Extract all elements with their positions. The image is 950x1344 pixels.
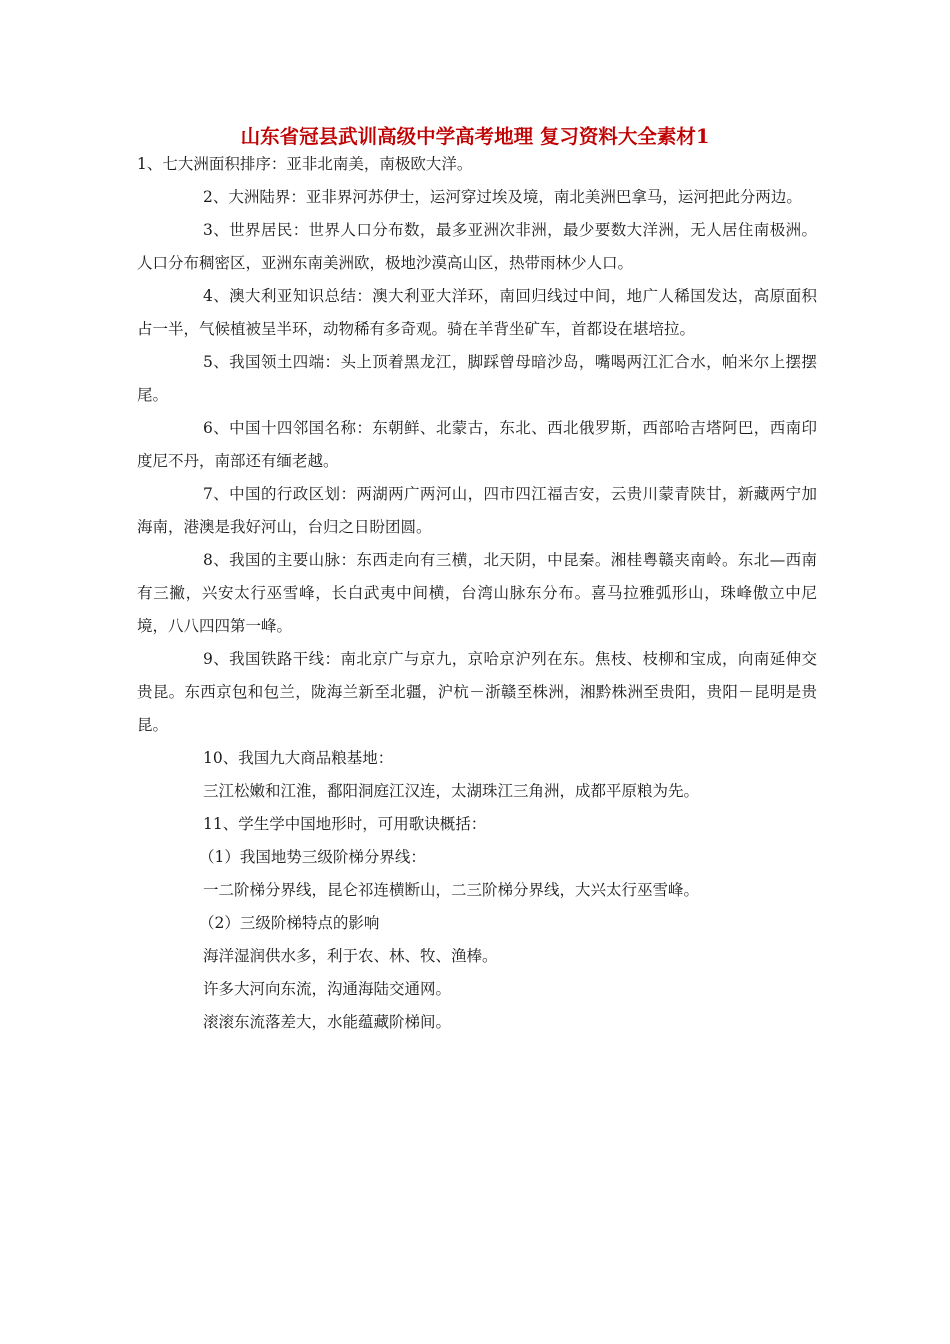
paragraph-4: 4、澳大利亚知识总结：澳大利亚大洋环，南回归线过中间，地广人稀国发达，高原面积占一半，气候植被呈半环，动物稀有多奇观。骑在羊背坐矿车，首都设在堪培拉。	[137, 287, 817, 338]
document-title: 山东省冠县武训高级中学高考地理 复习资料大全素材1	[240, 125, 710, 148]
paragraph-6: 6、中国十四邻国名称：东朝鲜、北蒙古，东北、西北俄罗斯，西部哈吉塔阿巴，西南印度尼不丹，南部还有缅老越。	[137, 419, 817, 470]
paragraph-9: 9、我国铁路干线：南北京广与京九，京哈京沪列在东。焦枝、枝柳和宝成，向南延伸交贵昆。东西京包和包兰，陇海兰新至北疆，沪杭－浙赣至株洲，湘黔株洲至贵阳，贵阳－昆明是贵昆。	[137, 650, 817, 734]
paragraph-11-sub-2-line-1: 海洋湿润供水多，利于农、林、牧、渔棒。	[203, 947, 498, 965]
paragraph-1: 1、七大洲面积排序：亚非北南美，南极欧大洋。	[137, 155, 473, 173]
document-body	[137, 148, 817, 1039]
paragraph-11-sub-2-line-2: 许多大河向东流，沟通海陆交通网。	[203, 980, 452, 998]
paragraph-11-sub-2-line-3: 滚滚东流落差大，水能蕴藏阶梯间。	[203, 1013, 452, 1031]
paragraph-5: 5、我国领土四端：头上顶着黑龙江，脚踩曾母暗沙岛，嘴喝两江汇合水，帕米尔上摆摆尾。	[137, 353, 817, 404]
paragraph-11-heading: 11、学生学中国地形时，可用歌诀概括：	[203, 815, 487, 833]
paragraph-11-sub-2: （2）三级阶梯特点的影响	[199, 914, 380, 932]
paragraph-8: 8、我国的主要山脉：东西走向有三横，北天阴，中昆秦。湘桂粤赣夹南岭。东北—西南有三撇，兴安太行巫雪峰，长白武夷中间横，台湾山脉东分布。喜马拉雅弧形山，珠峰傲立中尼境，八八四四第一峰。	[137, 551, 817, 635]
paragraph-11-sub-1: （1）我国地势三级阶梯分界线：	[199, 848, 426, 866]
paragraph-10-body: 三江松嫩和江淮，鄱阳洞庭江汉连，太湖珠江三角洲，成都平原粮为先。	[203, 782, 700, 800]
paragraph-2: 2、大洲陆界：亚非界河苏伊士，运河穿过埃及境，南北美洲巴拿马，运河把此分两边。	[203, 188, 802, 206]
paragraph-10-heading: 10、我国九大商品粮基地：	[203, 749, 394, 767]
paragraph-11-sub-1-body: 一二阶梯分界线，昆仑祁连横断山，二三阶梯分界线，大兴太行巫雪峰。	[203, 881, 700, 899]
paragraph-3: 3、世界居民：世界人口分布数，最多亚洲次非洲，最少要数大洋洲，无人居住南极洲。人口分布稠密区，亚洲东南美洲欧，极地沙漠高山区，热带雨林少人口。	[137, 221, 817, 272]
paragraph-7: 7、中国的行政区划：两湖两广两河山，四市四江福吉安，云贵川蒙青陕甘，新藏两宁加海南，港澳是我好河山，台归之日盼团圆。	[137, 485, 817, 536]
